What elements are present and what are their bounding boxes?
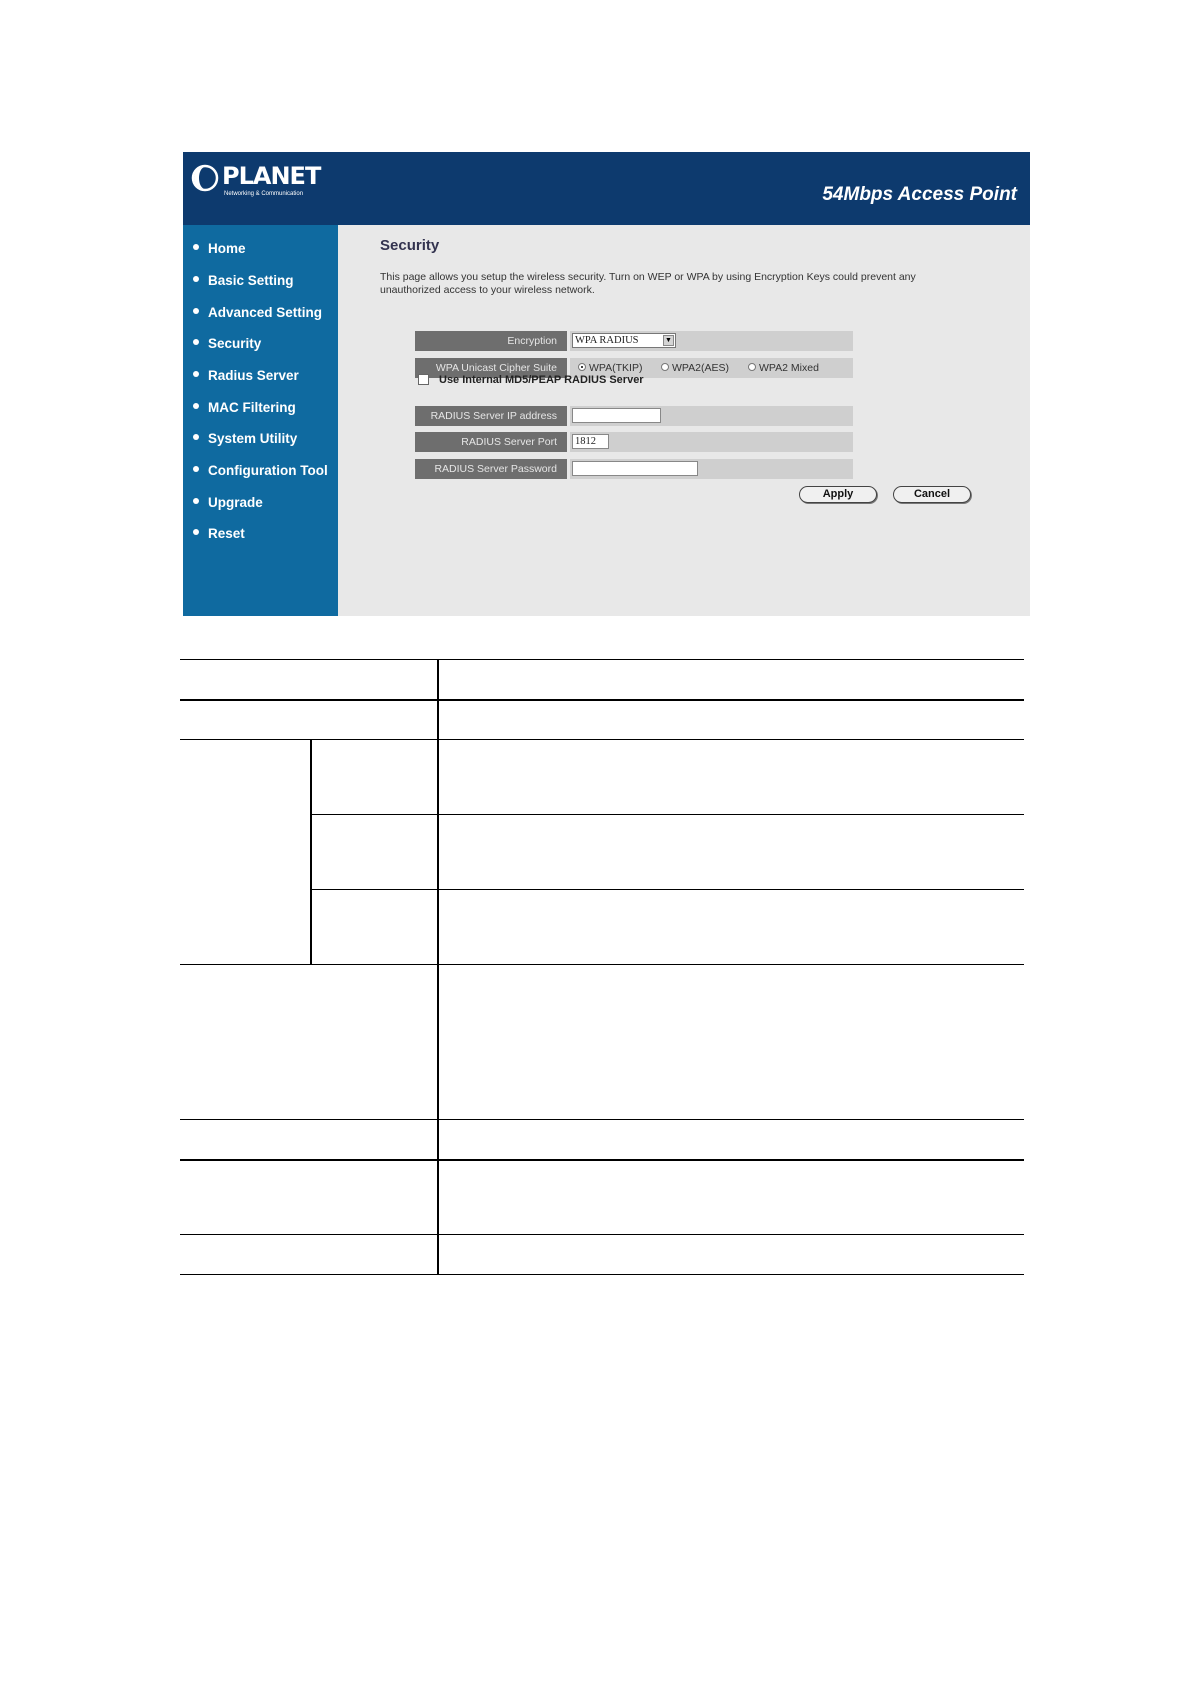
access-point-screenshot — [183, 152, 1030, 616]
radius-port-input[interactable]: 1812 — [572, 434, 609, 449]
radio-wpa2-mixed[interactable]: WPA2 Mixed — [748, 362, 819, 374]
page-title: Security — [380, 237, 440, 254]
content-panel — [338, 225, 1030, 616]
sidebar-item-upgrade[interactable]: Upgrade — [193, 495, 263, 515]
table-border — [180, 739, 1024, 740]
apply-button[interactable]: Apply — [799, 486, 877, 503]
sidebar-item-system-utility[interactable]: System Utility — [193, 431, 297, 451]
table-border — [311, 889, 1024, 890]
bullet-icon — [193, 371, 199, 377]
table-border — [180, 1234, 1024, 1235]
product-title: 54Mbps Access Point — [822, 184, 1017, 205]
radio-icon — [661, 363, 669, 371]
sidebar-nav — [183, 225, 338, 616]
sidebar-item-advanced-setting[interactable]: Advanced Setting — [193, 305, 322, 325]
bullet-icon — [193, 466, 199, 472]
bullet-icon — [193, 276, 199, 282]
table-border — [180, 699, 1024, 701]
radio-selected-icon — [578, 363, 586, 371]
header-banner — [183, 152, 1030, 225]
sidebar-item-home[interactable]: Home — [193, 241, 246, 261]
bullet-icon — [193, 339, 199, 345]
bullet-icon — [193, 308, 199, 314]
bullet-icon — [193, 498, 199, 504]
bullet-icon — [193, 244, 199, 250]
radius-password-label: RADIUS Server Password — [415, 459, 567, 479]
table-border — [180, 1119, 1024, 1120]
chevron-down-icon[interactable]: ▼ — [663, 335, 674, 346]
checkbox-icon — [418, 374, 429, 385]
sidebar-item-basic-setting[interactable]: Basic Setting — [193, 273, 294, 293]
radio-icon — [748, 363, 756, 371]
sidebar-item-reset[interactable]: Reset — [193, 526, 245, 546]
radio-wpa-tkip[interactable]: WPA(TKIP) — [578, 362, 642, 374]
page-description: This page allows you setup the wireless security. Turn on WEP or WPA by using Encryption Keys could prevent any unauthorized access to your wireless network. — [380, 271, 916, 296]
radius-port-label: RADIUS Server Port — [415, 432, 567, 452]
brand-name: PLANET — [222, 162, 321, 190]
sidebar-item-radius-server[interactable]: Radius Server — [193, 368, 299, 388]
table-border — [180, 1159, 1024, 1161]
cancel-button[interactable]: Cancel — [893, 486, 971, 503]
sidebar-item-security[interactable]: Security — [193, 336, 261, 356]
cipher-suite-label: WPA Unicast Cipher Suite — [415, 358, 567, 378]
bullet-icon — [193, 403, 199, 409]
radius-ip-field — [570, 406, 853, 426]
encryption-label: Encryption — [415, 331, 567, 351]
radius-password-field — [570, 459, 853, 479]
table-border — [311, 814, 1024, 815]
radius-port-field — [570, 432, 853, 452]
table-border — [180, 1274, 1024, 1275]
planet-logo-icon — [191, 164, 219, 192]
bullet-icon — [193, 529, 199, 535]
bullet-icon — [193, 434, 199, 440]
brand-tagline: Networking & Communication — [224, 191, 304, 197]
radius-ip-label: RADIUS Server IP address — [415, 406, 567, 426]
encryption-field — [570, 331, 853, 351]
use-internal-radius-checkbox[interactable]: Use Internal MD5/PEAP RADIUS Server — [418, 374, 644, 386]
table-border — [180, 964, 1024, 965]
sidebar-item-configuration-tool[interactable]: Configuration Tool — [193, 463, 328, 483]
table-border — [437, 659, 439, 1275]
table-border — [180, 659, 1024, 660]
sidebar-item-mac-filtering[interactable]: MAC Filtering — [193, 400, 296, 420]
radius-password-input[interactable] — [572, 461, 698, 476]
radius-ip-input[interactable] — [572, 408, 661, 423]
encryption-select[interactable]: WPA RADIUS ▼ — [572, 333, 676, 348]
table-border — [310, 739, 312, 965]
radio-wpa2-aes[interactable]: WPA2(AES) — [661, 362, 729, 374]
